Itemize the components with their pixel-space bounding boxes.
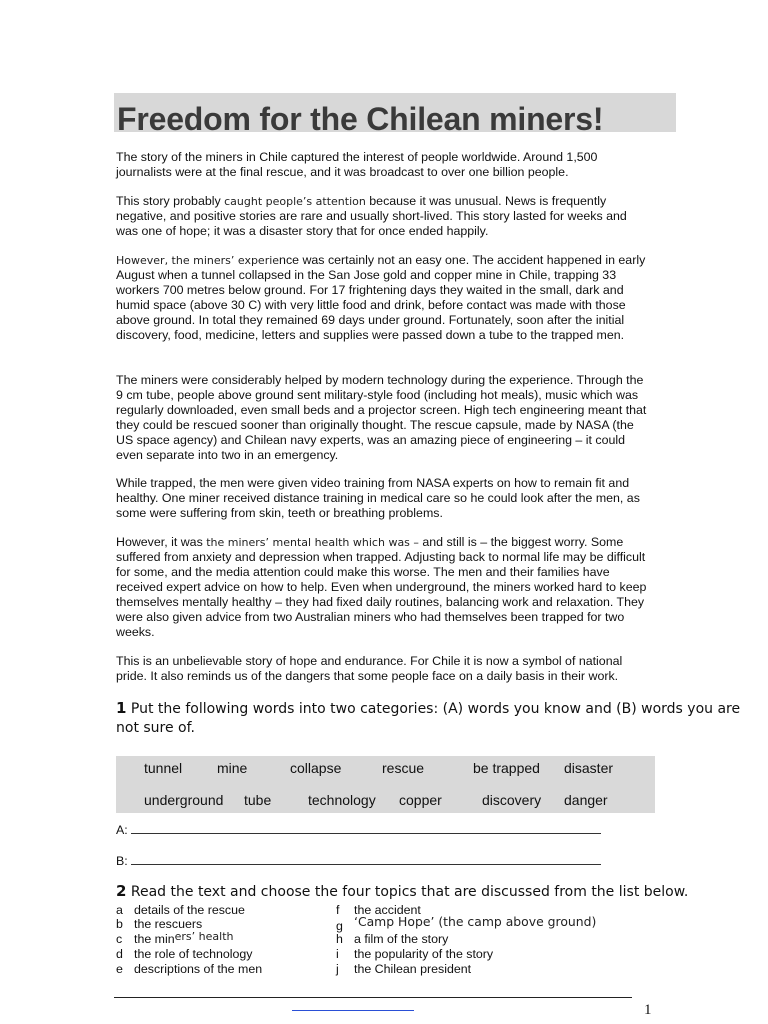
question-2: 2 Read the text and choose the four topics that are discussed from the list below. <box>116 882 689 900</box>
option-text: the rescuers <box>134 917 203 931</box>
answer-line-b[interactable]: B: <box>116 854 601 868</box>
word-item: tunnel <box>144 760 183 776</box>
paragraph-6: However, it was the miners’ mental health which was – and still is – the biggest worry. Some suffered from anxiety and depression when trapped. Adjusting back to normal life may be difficult for some, and the media attention could make this worse. The men and their families have received expert advice on how to help. Even when underground, the miners worked hard to keep themselves mentally healthy – they had fixed daily routines, balancing work and relaxation. They were also given advice from two Australian miners who had themselves been trapped for two weeks. <box>116 535 647 639</box>
paragraph-7: This is an unbelievable story of hope and endurance. For Chile it is now a symbol of national pride. It also reminds us of the dangers that some people face on a daily basis in their work. <box>116 654 623 683</box>
word-item: underground <box>144 792 224 808</box>
handwritten-insert: ers’ health <box>174 930 234 943</box>
answer-line-a[interactable]: A: <box>116 823 601 837</box>
word-item: rescue <box>382 760 425 776</box>
option-text: the Chilean president <box>354 962 472 976</box>
option-letter: h <box>336 932 343 946</box>
page-number: 1 <box>644 1002 652 1018</box>
paragraph-1: The story of the miners in Chile captured the interest of people worldwide. Around 1,500 journalists were at the final rescue, and it was broadcast to over one billion people. <box>116 150 598 179</box>
paragraph-4: The miners were considerably helped by modern technology during the experience. Through the 9 cm tube, people above ground sent military-style food (including hot meals), music which was regularly downloaded, even small beds and a projector screen. High tech engineering meant that they could be rescued sooner than originally thought. The rescue capsule, made by NASA (the US space agency) and Chilean navy experts, was an amazing piece of engineering – it could even separate into two in an emergency. <box>116 373 647 462</box>
option-letter: d <box>116 947 123 961</box>
option-letter: g <box>336 919 343 933</box>
option-letter: f <box>336 903 340 917</box>
option-letter: j <box>336 962 339 976</box>
handwritten-insert: caught people’s attention <box>224 195 366 208</box>
option-text: details of the rescue <box>134 903 245 917</box>
footer-link[interactable] <box>292 1010 414 1011</box>
word-item: discovery <box>482 792 542 808</box>
paragraph-2: This story probably caught people’s attention because it was unusual. News is frequently negative, and positive stories are rare and usually short-lived. This story lasted for weeks and was one of hope; it was a disaster story that for once ended happily. <box>116 194 627 238</box>
word-item: danger <box>564 792 608 808</box>
word-item: collapse <box>290 760 342 776</box>
word-item: tube <box>244 792 272 808</box>
option-text: the miners’ health <box>134 930 234 946</box>
option-text: the popularity of the story <box>354 947 494 961</box>
page-title: Freedom for the Chilean miners! <box>117 101 604 137</box>
option-text: ‘Camp Hope’ (the camp above ground) <box>354 914 597 929</box>
word-item: copper <box>399 792 442 808</box>
handwritten-insert: However, the miners’ experie <box>116 254 280 267</box>
option-text: the role of technology <box>134 947 253 961</box>
option-text: a film of the story <box>354 932 449 946</box>
footer-rule <box>114 997 632 998</box>
handwritten-insert: the miners’ mental health which was – <box>206 536 419 549</box>
option-letter: b <box>116 917 123 931</box>
word-item: disaster <box>564 760 614 776</box>
question-number: 1 <box>116 699 127 717</box>
question-number: 2 <box>116 882 127 900</box>
word-item: mine <box>217 760 248 776</box>
question-1: 1 Put the following words into two categories: (A) words you know and (B) words you are not sure of. <box>116 699 741 736</box>
option-letter: a <box>116 903 123 917</box>
option-letter: e <box>116 962 123 976</box>
option-letter: i <box>336 947 339 961</box>
option-letter: c <box>116 932 123 946</box>
word-item: be trapped <box>473 760 540 776</box>
word-item: technology <box>308 792 376 808</box>
paragraph-3: However, the miners’ experience was certainly not an easy one. The accident happened in early August when a tunnel collapsed in the San Jose gold and copper mine in Chile, trapping 33 workers 700 metres below ground. For 17 frightening days they waited in the small, dark and humid space (above 30 C) with very little food and drink, before contact was made with those above ground. In total they remained 69 days under ground. Fortunately, soon after the initial discovery, food, medicine, letters and supplies were passed down a tube to the trapped men. <box>116 253 646 342</box>
option-text: descriptions of the men <box>134 962 263 976</box>
option-text: the accident <box>354 903 421 917</box>
paragraph-5: While trapped, the men were given video training from NASA experts on how to remain fit and healthy. One miner received distance training in medical care so he could look after the men, as some were suffering from skin, teeth or breathing problems. <box>116 476 640 520</box>
